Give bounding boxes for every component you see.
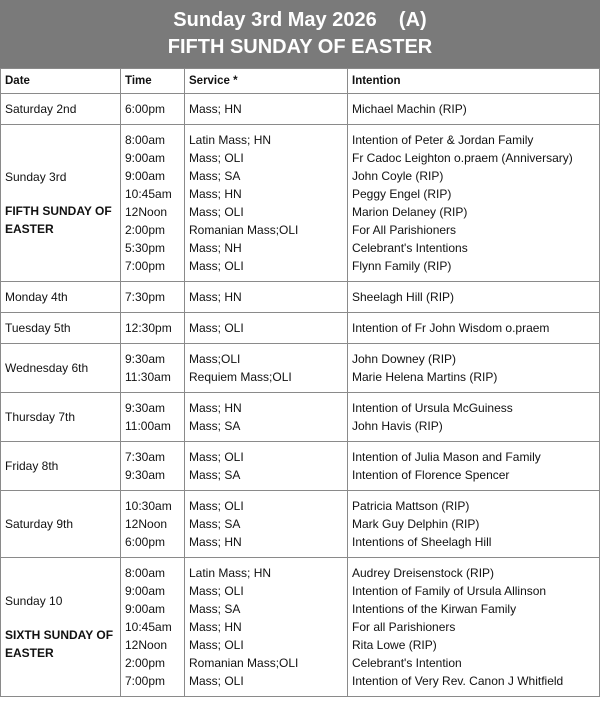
date-cell [1, 442, 121, 491]
intention-entry: Peggy Engel (RIP) [352, 187, 452, 201]
header-feast-title: FIFTH SUNDAY OF EASTER [167, 36, 433, 58]
intention-entry: John Coyle (RIP) [352, 169, 444, 183]
intention-entry: For all Parishioners [352, 620, 456, 634]
schedule-body [1, 94, 600, 697]
feast-label: SIXTH SUNDAY OF EASTER [5, 628, 114, 660]
time-entry: 7:30pm [125, 290, 166, 304]
intention-cell [348, 442, 600, 491]
service-entry: Mass; OLI [189, 674, 244, 688]
time-entry: 9:30am [125, 468, 166, 482]
time-entry: 9:00am [125, 169, 166, 183]
column-header-intention: Intention [348, 69, 600, 94]
time-entry: 12Noon [125, 205, 168, 219]
date-cell [1, 491, 121, 558]
intention-cell [348, 344, 600, 393]
service-cell [185, 125, 348, 282]
intention-entry: Intention of Peter & Jordan Family [352, 133, 534, 147]
intention-entry: Intention of Julia Mason and Family [352, 450, 541, 464]
day-label: Saturday 9th [5, 517, 74, 531]
table-row [1, 313, 600, 344]
column-header-time: Time [121, 69, 185, 94]
service-entry: Mass; OLI [189, 584, 244, 598]
intention-entry: Marion Delaney (RIP) [352, 205, 468, 219]
service-entry: Requiem Mass;OLI [189, 370, 292, 384]
intention-entry: John Havis (RIP) [352, 419, 443, 433]
service-entry: Mass; HN [189, 401, 242, 415]
day-label: Thursday 7th [5, 410, 76, 424]
mass-schedule-table [0, 68, 600, 697]
intention-entry: Michael Machin (RIP) [352, 102, 467, 116]
day-label: Tuesday 5th [5, 321, 71, 335]
service-entry: Mass; SA [189, 468, 241, 482]
intention-entry: Celebrant's Intentions [352, 241, 468, 255]
service-entry: Mass;OLI [189, 352, 241, 366]
time-entry: 10:45am [125, 187, 172, 201]
feast-label: FIFTH SUNDAY OF EASTER [5, 204, 112, 236]
day-label: Monday 4th [5, 290, 68, 304]
service-entry: Mass; HN [189, 187, 242, 201]
intention-entry: Intentions of Sheelagh Hill [352, 535, 492, 549]
intention-cell [348, 94, 600, 125]
intention-entry: John Downey (RIP) [352, 352, 457, 366]
service-entry: Romanian Mass;OLI [189, 223, 299, 237]
service-entry: Mass; SA [189, 419, 241, 433]
time-entry: 9:30am [125, 401, 166, 415]
day-label: Sunday 10 [5, 594, 63, 608]
intention-entry: Rita Lowe (RIP) [352, 638, 437, 652]
time-entry: 11:30am [125, 370, 171, 384]
table-row [1, 125, 600, 282]
service-cell [185, 94, 348, 125]
service-entry: Mass; OLI [189, 205, 244, 219]
intention-cell [348, 491, 600, 558]
service-cell [185, 393, 348, 442]
service-entry: Mass; SA [189, 517, 241, 531]
table-header-row [1, 69, 600, 94]
intention-entry: Audrey Dreisenstock (RIP) [352, 566, 495, 580]
time-entry: 9:30am [125, 352, 166, 366]
time-cell [121, 344, 185, 393]
time-entry: 12Noon [125, 517, 168, 531]
service-entry: Mass; OLI [189, 638, 244, 652]
time-entry: 2:00pm [125, 656, 166, 670]
day-label: Friday 8th [5, 459, 59, 473]
date-cell [1, 125, 121, 282]
service-entry: Mass; HN [189, 290, 242, 304]
date-cell [1, 94, 121, 125]
service-entry: Mass; OLI [189, 499, 244, 513]
time-entry: 7:00pm [125, 259, 166, 273]
time-cell [121, 94, 185, 125]
intention-entry: Intention of Fr John Wisdom o.praem [352, 321, 550, 335]
intention-entry: Intention of Very Rev. Canon J Whitfield [352, 674, 564, 688]
table-row [1, 393, 600, 442]
intention-entry: Intention of Family of Ursula Allinson [352, 584, 547, 598]
time-cell [121, 491, 185, 558]
day-label: Saturday 2nd [5, 102, 77, 116]
service-entry: Mass; HN [189, 535, 242, 549]
time-entry: 8:00am [125, 566, 166, 580]
service-entry: Romanian Mass;OLI [189, 656, 299, 670]
intention-cell [348, 282, 600, 313]
table-row [1, 94, 600, 125]
date-cell [1, 282, 121, 313]
date-cell [1, 393, 121, 442]
service-entry: Mass; OLI [189, 151, 244, 165]
intention-entry: Flynn Family (RIP) [352, 259, 452, 273]
intention-entry: Intentions of the Kirwan Family [352, 602, 517, 616]
intention-entry: Fr Cadoc Leighton o.praem (Anniversary) [352, 151, 573, 165]
time-entry: 6:00pm [125, 535, 166, 549]
time-cell [121, 125, 185, 282]
intention-cell [348, 558, 600, 697]
service-cell [185, 558, 348, 697]
intention-entry: Intention of Ursula McGuiness [352, 401, 513, 415]
day-label: Sunday 3rd [5, 170, 67, 184]
time-entry: 5:30pm [125, 241, 166, 255]
service-cell [185, 282, 348, 313]
intention-entry: Intention of Florence Spencer [352, 468, 510, 482]
table-row [1, 344, 600, 393]
table-row [1, 491, 600, 558]
intention-cell [348, 125, 600, 282]
bulletin-header [0, 0, 600, 68]
service-cell [185, 313, 348, 344]
intention-cell [348, 393, 600, 442]
service-entry: Mass; HN [189, 620, 242, 634]
time-entry: 12Noon [125, 638, 168, 652]
time-entry: 12:30pm [125, 321, 172, 335]
service-entry: Mass; OLI [189, 321, 244, 335]
time-cell [121, 393, 185, 442]
service-entry: Latin Mass; HN [189, 133, 272, 147]
service-entry: Mass; SA [189, 169, 241, 183]
header-date-title: Sunday 3rd May 2026 (A) [173, 9, 427, 31]
time-entry: 2:00pm [125, 223, 166, 237]
table-row [1, 558, 600, 697]
time-entry: 9:00am [125, 584, 166, 598]
time-entry: 11:00am [125, 419, 171, 433]
intention-entry: Mark Guy Delphin (RIP) [352, 517, 480, 531]
intention-entry: Marie Helena Martins (RIP) [352, 370, 498, 384]
time-cell [121, 313, 185, 344]
intention-entry: Patricia Mattson (RIP) [352, 499, 470, 513]
date-cell [1, 344, 121, 393]
column-header-service: Service * [185, 69, 348, 94]
date-cell [1, 558, 121, 697]
time-entry: 6:00pm [125, 102, 166, 116]
table-row [1, 442, 600, 491]
service-entry: Mass; OLI [189, 450, 244, 464]
intention-entry: Sheelagh Hill (RIP) [352, 290, 455, 304]
date-cell [1, 313, 121, 344]
column-header-date: Date [1, 69, 121, 94]
time-cell [121, 282, 185, 313]
service-entry: Mass; SA [189, 602, 241, 616]
service-entry: Mass; OLI [189, 259, 244, 273]
time-entry: 10:30am [125, 499, 172, 513]
intention-entry: Celebrant's Intention [352, 656, 462, 670]
day-label: Wednesday 6th [5, 361, 89, 375]
service-cell [185, 491, 348, 558]
time-entry: 8:00am [125, 133, 166, 147]
time-entry: 10:45am [125, 620, 172, 634]
service-entry: Mass; HN [189, 102, 242, 116]
service-entry: Mass; NH [189, 241, 242, 255]
table-row [1, 282, 600, 313]
intention-entry: For All Parishioners [352, 223, 457, 237]
service-cell [185, 344, 348, 393]
service-cell [185, 442, 348, 491]
time-entry: 9:00am [125, 151, 166, 165]
time-entry: 7:00pm [125, 674, 166, 688]
intention-cell [348, 313, 600, 344]
time-entry: 9:00am [125, 602, 166, 616]
time-entry: 7:30am [125, 450, 166, 464]
time-cell [121, 558, 185, 697]
service-entry: Latin Mass; HN [189, 566, 272, 580]
time-cell [121, 442, 185, 491]
